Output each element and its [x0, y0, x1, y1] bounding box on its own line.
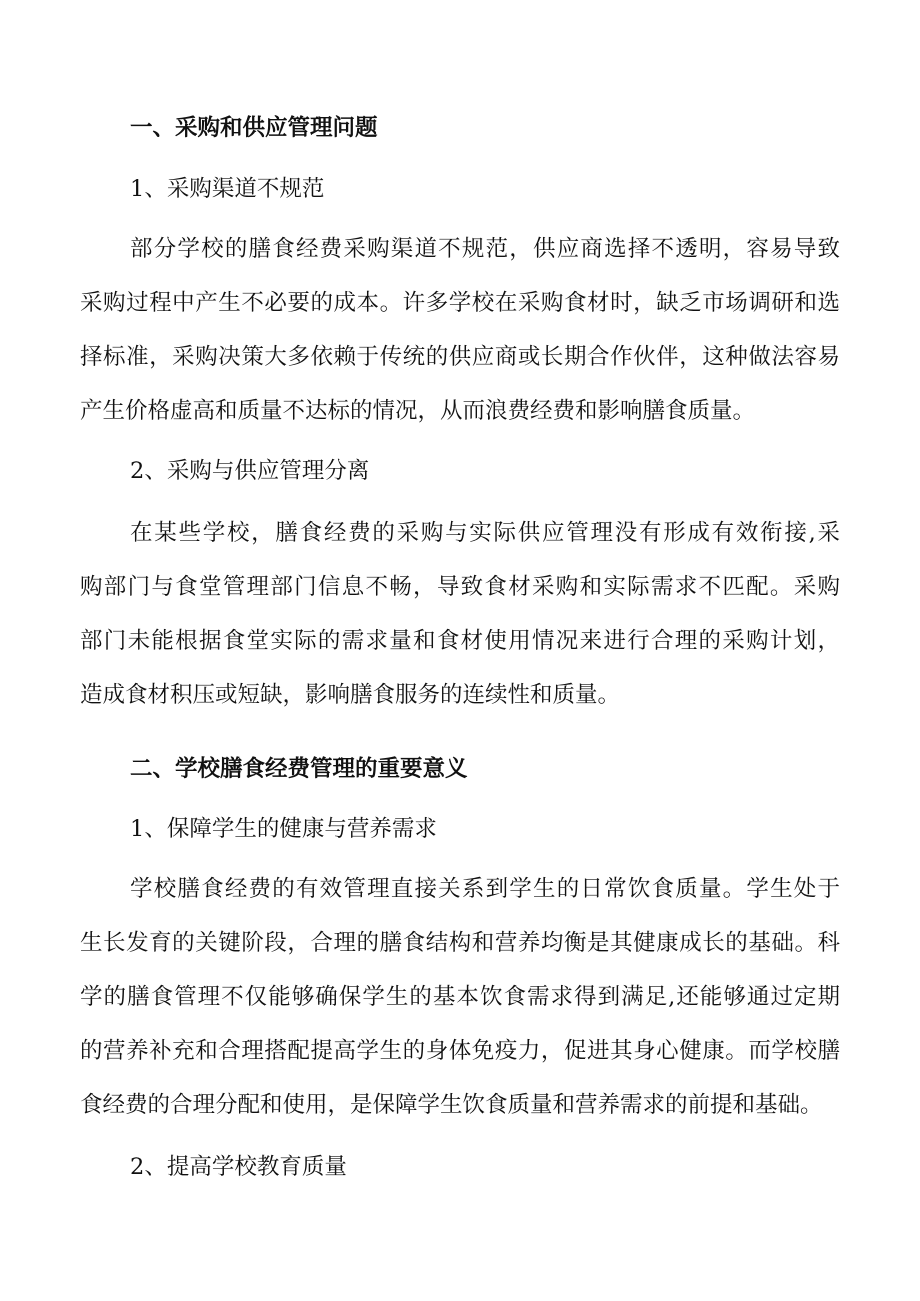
section-heading: 二、学校膳食经费管理的重要意义 [130, 756, 468, 782]
paragraph-line: 生长发育的关键阶段，合理的膳食结构和营养均衡是其健康成长的基础。科 [80, 930, 840, 956]
paragraph-line: 部门未能根据食堂实际的需求量和食材使用情况来进行合理的采购计划， [80, 628, 840, 654]
paragraph-line: 产生价格虚高和质量不达标的情况，从而浪费经费和影响膳食质量。 [80, 398, 756, 424]
paragraph-line: 采购过程中产生不必要的成本。许多学校在采购食材时，缺乏市场调研和选 [80, 290, 840, 316]
paragraph-line: 食经费的合理分配和使用，是保障学生饮食质量和营养需求的前提和基础。 [80, 1092, 823, 1118]
paragraph-line: 购部门与食堂管理部门信息不畅，导致食材采购和实际需求不匹配。采购 [80, 574, 840, 600]
paragraph-line: 在某些学校，膳食经费的采购与实际供应管理没有形成有效衔接,采 [130, 520, 840, 546]
paragraph-line: 造成食材积压或短缺，影响膳食服务的连续性和质量。 [80, 682, 621, 708]
subsection-title: 1、保障学生的健康与营养需求 [130, 816, 437, 842]
paragraph-line: 学校膳食经费的有效管理直接关系到学生的日常饮食质量。学生处于 [130, 876, 840, 902]
subsection-title: 1、采购渠道不规范 [130, 176, 325, 202]
subsection-title: 2、提高学校教育质量 [130, 1154, 347, 1180]
paragraph-line: 择标准，采购决策大多依赖于传统的供应商或长期合作伙伴，这种做法容易 [80, 344, 840, 370]
subsection-title: 2、采购与供应管理分离 [130, 458, 370, 484]
paragraph-line: 的营养补充和合理搭配提高学生的身体免疫力，促进其身心健康。而学校膳 [80, 1038, 840, 1064]
paragraph-line: 学的膳食管理不仅能够确保学生的基本饮食需求得到满足,还能够通过定期 [80, 984, 840, 1010]
paragraph-line: 部分学校的膳食经费采购渠道不规范，供应商选择不透明，容易导致 [130, 236, 840, 262]
section-heading: 一、采购和供应管理问题 [130, 115, 378, 141]
